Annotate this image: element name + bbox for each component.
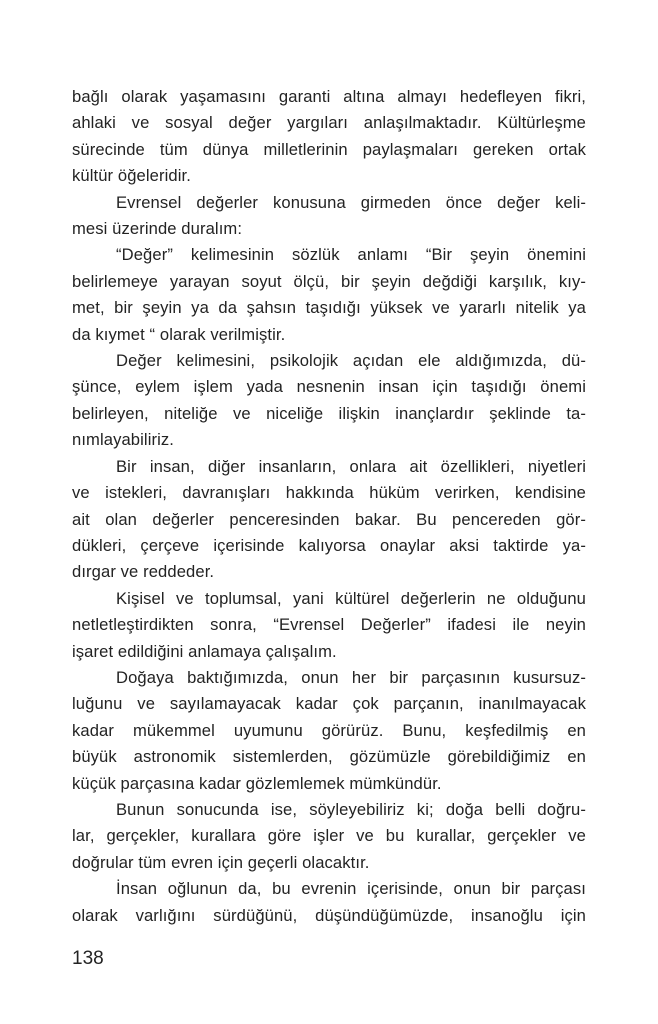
text-line: Değer kelimesini, psikolojik açıdan ele aldığımızda, dü- [116, 351, 586, 371]
text-line: met, bir şeyin ya da şahsın taşıdığı yüksek ve yararlı nitelik ya [72, 298, 586, 318]
text-line: “Değer” kelimesinin sözlük anlamı “Bir şeyin önemini [116, 245, 586, 265]
text-line: lar, gerçekler, kurallara göre işler ve bu kurallar, gerçekler ve [72, 826, 586, 846]
text-line: sürecinde tüm dünya milletlerinin paylaşmaları gereken ortak [72, 139, 586, 159]
text-line: küçük parçasına kadar gözlemlemek mümkündür. [72, 773, 442, 793]
text-line: ahlaki ve sosyal değer yargıları anlaşılmaktadır. Kültürleşme [72, 113, 586, 133]
paragraph [72, 84, 586, 190]
text-line: nımlayabiliriz. [72, 430, 175, 450]
text-line: mesi üzerinde duralım: [72, 219, 243, 239]
text-line: netletleştirdikten sonra, “Evrensel Değerler” ifadesi ile neyin [72, 615, 586, 635]
paragraph [72, 797, 586, 876]
paragraph [72, 348, 586, 454]
text-line: kadar mükemmel uyumunu görürüz. Bunu, keşfedilmiş en [72, 720, 586, 740]
text-line: dırgar ve reddeder. [72, 562, 215, 582]
text-line: doğrular tüm evren için geçerli olacaktır. [72, 852, 370, 872]
text-line: işaret edildiğini anlamaya çalışalım. [72, 641, 337, 661]
text-line: dükleri, çerçeve içerisinde kalıyorsa onaylar aksi taktirde ya- [72, 535, 586, 555]
paragraph [72, 876, 586, 929]
text-line: da kıymet “ olarak verilmiştir. [72, 324, 286, 344]
page-text [72, 84, 586, 929]
text-line: Bir insan, diğer insanların, onlara ait özellikleri, niyetleri [116, 456, 586, 476]
text-line: belirlemeye yarayan soyut ölçü, bir şeyin değdiği karşılık, kıy- [72, 271, 586, 291]
text-line: ve istekleri, davranışları hakkında hüküm verirken, kendisine [72, 483, 586, 503]
text-line: İnsan oğlunun da, bu evrenin içerisinde, onun bir parçası [116, 879, 586, 899]
text-line: büyük astronomik sistemlerden, gözümüzle görebildiğimiz en [72, 747, 586, 767]
paragraph [72, 190, 586, 243]
paragraph [72, 242, 586, 348]
text-line: Bunun sonucunda ise, söyleyebiliriz ki; doğa belli doğru- [116, 799, 586, 819]
paragraph [72, 586, 586, 665]
text-line: Evrensel değerler konusuna girmeden önce değer keli- [116, 192, 586, 212]
text-line: bağlı olarak yaşamasını garanti altına almayı hedefleyen fikri, [72, 87, 586, 106]
text-line: belirleyen, niteliğe ve niceliğe ilişkin inançlardır şeklinde ta- [72, 403, 586, 423]
paragraph [72, 454, 586, 586]
paragraph [72, 665, 586, 797]
page-number: 138 [72, 948, 104, 969]
text-line: şünce, eylem işlem yada nesnenin insan için taşıdığı önemi [72, 377, 586, 397]
text-line: olarak varlığını sürdüğünü, düşündüğümüzde, insanoğlu için [72, 905, 586, 925]
text-line: ait olan değerler penceresinden bakar. Bu pencereden gör- [72, 509, 586, 529]
text-line: Kişisel ve toplumsal, yani kültürel değerlerin ne olduğunu [116, 588, 586, 608]
text-line: luğunu ve sayılamayacak kadar çok parçanın, inanılmayacak [72, 694, 586, 714]
text-line: kültür öğeleridir. [72, 166, 191, 186]
text-line: Doğaya baktığımızda, onun her bir parçasının kusursuz- [116, 667, 586, 687]
